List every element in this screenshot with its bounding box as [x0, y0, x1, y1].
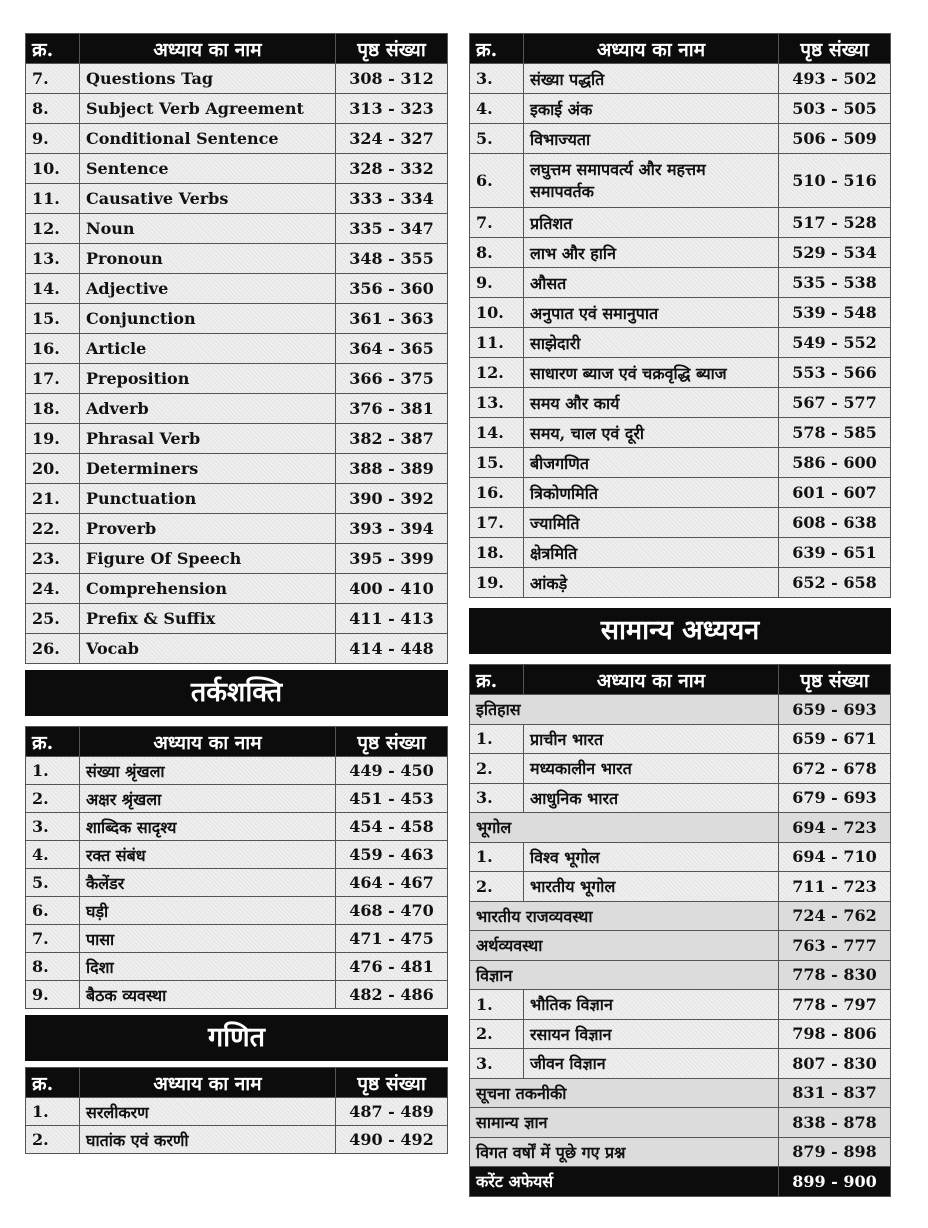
row-number: 4. — [26, 841, 80, 869]
page-range: 652 - 658 — [779, 568, 891, 598]
chapter-name: आधुनिक भारत — [524, 783, 779, 813]
row-number: 5. — [470, 124, 524, 154]
header-page: पृष्ठ संख्या — [336, 727, 448, 757]
chapter-name: विभाज्यता — [524, 124, 779, 154]
subtopic-row — [470, 842, 891, 872]
chapter-name: संख्या पद्धति — [524, 64, 779, 94]
chapter-name: जीवन विज्ञान — [524, 1049, 779, 1079]
row-number: 16. — [26, 334, 80, 364]
table-row — [26, 154, 448, 184]
header-page: पृष्ठ संख्या — [336, 34, 448, 64]
row-number: 5. — [26, 869, 80, 897]
page-range: 608 - 638 — [779, 508, 891, 538]
row-number: 2. — [470, 872, 524, 902]
page-range: 831 - 837 — [779, 1078, 891, 1108]
header-sno: क्र. — [26, 727, 80, 757]
chapter-name: दिशा — [80, 953, 336, 981]
page-range: 798 - 806 — [779, 1019, 891, 1049]
chapter-name: बैठक व्यवस्था — [80, 981, 336, 1009]
chapter-name: Causative Verbs — [80, 184, 336, 214]
row-number: 3. — [26, 813, 80, 841]
table-row — [26, 64, 448, 94]
page-range: 506 - 509 — [779, 124, 891, 154]
table-row — [26, 869, 448, 897]
row-number: 9. — [26, 124, 80, 154]
row-number: 8. — [470, 238, 524, 268]
topic-row — [470, 1078, 891, 1108]
row-number: 6. — [26, 897, 80, 925]
row-number: 13. — [26, 244, 80, 274]
row-number: 4. — [470, 94, 524, 124]
row-number: 3. — [470, 64, 524, 94]
topic-name: भूगोल — [470, 813, 779, 843]
row-number: 2. — [470, 1019, 524, 1049]
chapter-name: समय, चाल एवं दूरी — [524, 418, 779, 448]
chapter-name: लाभ और हानि — [524, 238, 779, 268]
row-number: 12. — [26, 214, 80, 244]
chapter-name: रसायन विज्ञान — [524, 1019, 779, 1049]
table-row — [26, 454, 448, 484]
topic-name: अर्थव्यवस्था — [470, 931, 779, 961]
topic-row — [470, 813, 891, 843]
page-range: 553 - 566 — [779, 358, 891, 388]
row-number: 19. — [470, 568, 524, 598]
page-range: 348 - 355 — [336, 244, 448, 274]
chapter-name: रक्त संबंध — [80, 841, 336, 869]
table-row — [26, 334, 448, 364]
subtopic-row — [470, 783, 891, 813]
table-row — [26, 94, 448, 124]
page-range: 529 - 534 — [779, 238, 891, 268]
chapter-name: Article — [80, 334, 336, 364]
chapter-name: शाब्दिक सादृश्य — [80, 813, 336, 841]
header-sno: क्र. — [470, 34, 524, 64]
table-row — [26, 604, 448, 634]
chapter-name: Conditional Sentence — [80, 124, 336, 154]
chapter-name: कैलेंडर — [80, 869, 336, 897]
row-number: 3. — [470, 783, 524, 813]
page-range: 411 - 413 — [336, 604, 448, 634]
chapter-name: Questions Tag — [80, 64, 336, 94]
table-row — [470, 508, 891, 538]
page-range: 493 - 502 — [779, 64, 891, 94]
header-page: पृष्ठ संख्या — [779, 665, 891, 695]
chapter-name: सरलीकरण — [80, 1098, 336, 1126]
table-row — [26, 1126, 448, 1154]
chapter-name: Adjective — [80, 274, 336, 304]
page-range: 838 - 878 — [779, 1108, 891, 1138]
row-number: 19. — [26, 424, 80, 454]
page-range: 449 - 450 — [336, 757, 448, 785]
page-range: 400 - 410 — [336, 574, 448, 604]
page-range: 503 - 505 — [779, 94, 891, 124]
row-number: 24. — [26, 574, 80, 604]
row-number: 10. — [26, 154, 80, 184]
table-row — [26, 785, 448, 813]
row-number: 20. — [26, 454, 80, 484]
header-chapter: अध्याय का नाम — [80, 1068, 336, 1098]
page-range: 535 - 538 — [779, 268, 891, 298]
row-number: 22. — [26, 514, 80, 544]
page-range: 364 - 365 — [336, 334, 448, 364]
table-row — [470, 388, 891, 418]
english-toc-table — [25, 33, 448, 664]
page-range: 393 - 394 — [336, 514, 448, 544]
topic-row — [470, 695, 891, 725]
page-range: 672 - 678 — [779, 754, 891, 784]
table-row — [26, 184, 448, 214]
subtopic-row — [470, 990, 891, 1020]
row-number: 16. — [470, 478, 524, 508]
topic-name: इतिहास — [470, 695, 779, 725]
table-header-row — [26, 34, 448, 64]
page-range: 388 - 389 — [336, 454, 448, 484]
table-header-row — [26, 727, 448, 757]
topic-name: भारतीय राजव्यवस्था — [470, 901, 779, 931]
page-range: 487 - 489 — [336, 1098, 448, 1126]
subtopic-row — [470, 724, 891, 754]
page-range: 414 - 448 — [336, 634, 448, 664]
page-range: 724 - 762 — [779, 901, 891, 931]
table-row — [26, 304, 448, 334]
subtopic-row — [470, 1049, 891, 1079]
table-row — [26, 364, 448, 394]
page-range: 476 - 481 — [336, 953, 448, 981]
table-row — [26, 634, 448, 664]
header-chapter: अध्याय का नाम — [524, 34, 779, 64]
page-range: 451 - 453 — [336, 785, 448, 813]
table-row — [26, 244, 448, 274]
page-range: 490 - 492 — [336, 1126, 448, 1154]
row-number: 9. — [26, 981, 80, 1009]
chapter-name: Conjunction — [80, 304, 336, 334]
chapter-name: घातांक एवं करणी — [80, 1126, 336, 1154]
page-range: 382 - 387 — [336, 424, 448, 454]
chapter-name: त्रिकोणमिति — [524, 478, 779, 508]
math-section-title: गणित — [25, 1015, 448, 1061]
row-number: 1. — [470, 990, 524, 1020]
row-number: 1. — [470, 842, 524, 872]
header-sno: क्र. — [26, 34, 80, 64]
header-sno: क्र. — [470, 665, 524, 695]
chapter-name: घड़ी — [80, 897, 336, 925]
page-range: 464 - 467 — [336, 869, 448, 897]
page-range: 807 - 830 — [779, 1049, 891, 1079]
table-row — [470, 478, 891, 508]
topic-name: सामान्य ज्ञान — [470, 1108, 779, 1138]
chapter-name: साधारण ब्याज एवं चक्रवृद्धि ब्याज — [524, 358, 779, 388]
row-number: 1. — [470, 724, 524, 754]
table-header-row — [470, 34, 891, 64]
table-row — [470, 538, 891, 568]
table-row — [26, 813, 448, 841]
page-range: 711 - 723 — [779, 872, 891, 902]
row-number: 8. — [26, 94, 80, 124]
chapter-name: पासा — [80, 925, 336, 953]
topic-row — [470, 1137, 891, 1167]
chapter-name: विश्व भूगोल — [524, 842, 779, 872]
page-range: 639 - 651 — [779, 538, 891, 568]
page-range: 601 - 607 — [779, 478, 891, 508]
table-header-row — [26, 1068, 448, 1098]
page-range: 390 - 392 — [336, 484, 448, 514]
row-number: 17. — [470, 508, 524, 538]
reasoning-section-title: तर्कशक्ति — [25, 670, 448, 716]
chapter-name: प्राचीन भारत — [524, 724, 779, 754]
table-row — [470, 298, 891, 328]
chapter-name: Noun — [80, 214, 336, 244]
row-number: 2. — [26, 1126, 80, 1154]
table-row — [26, 757, 448, 785]
row-number: 9. — [470, 268, 524, 298]
page-range: 335 - 347 — [336, 214, 448, 244]
row-number: 6. — [470, 154, 524, 208]
chapter-name: लघुत्तम समापवर्त्य और महत्तम समापवर्तक — [524, 154, 779, 208]
header-page: पृष्ठ संख्या — [336, 1068, 448, 1098]
table-row — [470, 94, 891, 124]
chapter-name: भौतिक विज्ञान — [524, 990, 779, 1020]
table-row — [26, 574, 448, 604]
chapter-name: अक्षर श्रृंखला — [80, 785, 336, 813]
chapter-name: Vocab — [80, 634, 336, 664]
header-sno: क्र. — [26, 1068, 80, 1098]
page-range: 694 - 710 — [779, 842, 891, 872]
page-range: 308 - 312 — [336, 64, 448, 94]
chapter-name: Adverb — [80, 394, 336, 424]
page-range: 459 - 463 — [336, 841, 448, 869]
row-number: 11. — [26, 184, 80, 214]
chapter-name: Figure Of Speech — [80, 544, 336, 574]
page-range: 482 - 486 — [336, 981, 448, 1009]
page-range: 366 - 375 — [336, 364, 448, 394]
chapter-name: समय और कार्य — [524, 388, 779, 418]
right-column — [469, 33, 891, 1197]
chapter-name: Pronoun — [80, 244, 336, 274]
row-number: 23. — [26, 544, 80, 574]
chapter-name: Sentence — [80, 154, 336, 184]
reasoning-toc-table — [25, 726, 448, 1009]
header-chapter: अध्याय का नाम — [524, 665, 779, 695]
topic-row — [470, 931, 891, 961]
page-range: 578 - 585 — [779, 418, 891, 448]
table-row — [470, 208, 891, 238]
page-range: 679 - 693 — [779, 783, 891, 813]
subtopic-row — [470, 1019, 891, 1049]
table-row — [26, 981, 448, 1009]
table-row — [470, 64, 891, 94]
page-range: 356 - 360 — [336, 274, 448, 304]
row-number: 7. — [26, 925, 80, 953]
subtopic-row — [470, 754, 891, 784]
table-row — [470, 268, 891, 298]
row-number: 10. — [470, 298, 524, 328]
page-range: 763 - 777 — [779, 931, 891, 961]
chapter-name: ज्यामिति — [524, 508, 779, 538]
topic-row — [470, 960, 891, 990]
table-row — [470, 568, 891, 598]
row-number: 2. — [26, 785, 80, 813]
chapter-name: अनुपात एवं समानुपात — [524, 298, 779, 328]
table-row — [26, 544, 448, 574]
row-number: 26. — [26, 634, 80, 664]
page-range: 333 - 334 — [336, 184, 448, 214]
table-row — [26, 514, 448, 544]
page-range: 361 - 363 — [336, 304, 448, 334]
page-range: 539 - 548 — [779, 298, 891, 328]
table-row — [470, 154, 891, 208]
chapter-name: बीजगणित — [524, 448, 779, 478]
table-row — [26, 274, 448, 304]
table-row — [26, 484, 448, 514]
math-toc-table-right — [469, 33, 891, 598]
page-range: 659 - 671 — [779, 724, 891, 754]
row-number: 3. — [470, 1049, 524, 1079]
row-number: 13. — [470, 388, 524, 418]
chapter-name: आंकड़े — [524, 568, 779, 598]
math-toc-table-left — [25, 1067, 448, 1154]
chapter-name: Comprehension — [80, 574, 336, 604]
page-range: 694 - 723 — [779, 813, 891, 843]
table-row — [26, 1098, 448, 1126]
row-number: 2. — [470, 754, 524, 784]
row-number: 15. — [470, 448, 524, 478]
row-number: 12. — [470, 358, 524, 388]
chapter-name: Subject Verb Agreement — [80, 94, 336, 124]
page-range: 510 - 516 — [779, 154, 891, 208]
table-row — [470, 448, 891, 478]
table-row — [26, 394, 448, 424]
chapter-name: भारतीय भूगोल — [524, 872, 779, 902]
topic-name: करेंट अफेयर्स — [470, 1167, 779, 1197]
page-range: 567 - 577 — [779, 388, 891, 418]
chapter-name: Preposition — [80, 364, 336, 394]
page-range: 778 - 797 — [779, 990, 891, 1020]
page-range: 454 - 458 — [336, 813, 448, 841]
page-range: 659 - 693 — [779, 695, 891, 725]
chapter-name: औसत — [524, 268, 779, 298]
page-range: 324 - 327 — [336, 124, 448, 154]
chapter-name: मध्यकालीन भारत — [524, 754, 779, 784]
table-row — [26, 897, 448, 925]
row-number: 7. — [470, 208, 524, 238]
final-row — [470, 1167, 891, 1197]
page-range: 395 - 399 — [336, 544, 448, 574]
row-number: 14. — [26, 274, 80, 304]
row-number: 15. — [26, 304, 80, 334]
table-row — [470, 328, 891, 358]
row-number: 18. — [26, 394, 80, 424]
left-column — [25, 33, 448, 1154]
row-number: 18. — [470, 538, 524, 568]
page-range: 879 - 898 — [779, 1137, 891, 1167]
chapter-name: Determiners — [80, 454, 336, 484]
row-number: 8. — [26, 953, 80, 981]
header-chapter: अध्याय का नाम — [80, 727, 336, 757]
page-range: 549 - 552 — [779, 328, 891, 358]
subtopic-row — [470, 872, 891, 902]
row-number: 11. — [470, 328, 524, 358]
table-header-row — [470, 665, 891, 695]
row-number: 14. — [470, 418, 524, 448]
chapter-name: इकाई अंक — [524, 94, 779, 124]
table-row — [26, 925, 448, 953]
page-range: 376 - 381 — [336, 394, 448, 424]
page-range: 778 - 830 — [779, 960, 891, 990]
page-range: 899 - 900 — [779, 1167, 891, 1197]
row-number: 21. — [26, 484, 80, 514]
table-row — [470, 418, 891, 448]
row-number: 17. — [26, 364, 80, 394]
topic-name: विगत वर्षों में पूछे गए प्रश्न — [470, 1137, 779, 1167]
table-row — [26, 424, 448, 454]
page-range: 468 - 470 — [336, 897, 448, 925]
topic-row — [470, 901, 891, 931]
chapter-name: Punctuation — [80, 484, 336, 514]
table-row — [470, 124, 891, 154]
table-row — [26, 953, 448, 981]
table-row — [26, 841, 448, 869]
header-chapter: अध्याय का नाम — [80, 34, 336, 64]
chapter-name: संख्या श्रृंखला — [80, 757, 336, 785]
table-row — [470, 238, 891, 268]
page-range: 313 - 323 — [336, 94, 448, 124]
chapter-name: Prefix & Suffix — [80, 604, 336, 634]
chapter-name: Proverb — [80, 514, 336, 544]
page-range: 328 - 332 — [336, 154, 448, 184]
topic-row — [470, 1108, 891, 1138]
topic-name: सूचना तकनीकी — [470, 1078, 779, 1108]
page-range: 586 - 600 — [779, 448, 891, 478]
chapter-name: Phrasal Verb — [80, 424, 336, 454]
chapter-name: साझेदारी — [524, 328, 779, 358]
chapter-name: प्रतिशत — [524, 208, 779, 238]
page-range: 517 - 528 — [779, 208, 891, 238]
header-page: पृष्ठ संख्या — [779, 34, 891, 64]
row-number: 7. — [26, 64, 80, 94]
chapter-name: क्षेत्रमिति — [524, 538, 779, 568]
row-number: 25. — [26, 604, 80, 634]
general-studies-section-title: सामान्य अध्ययन — [469, 608, 891, 654]
table-row — [26, 214, 448, 244]
row-number: 1. — [26, 1098, 80, 1126]
row-number: 1. — [26, 757, 80, 785]
general-studies-toc-table — [469, 664, 891, 1197]
table-row — [470, 358, 891, 388]
topic-name: विज्ञान — [470, 960, 779, 990]
table-row — [26, 124, 448, 154]
page-range: 471 - 475 — [336, 925, 448, 953]
